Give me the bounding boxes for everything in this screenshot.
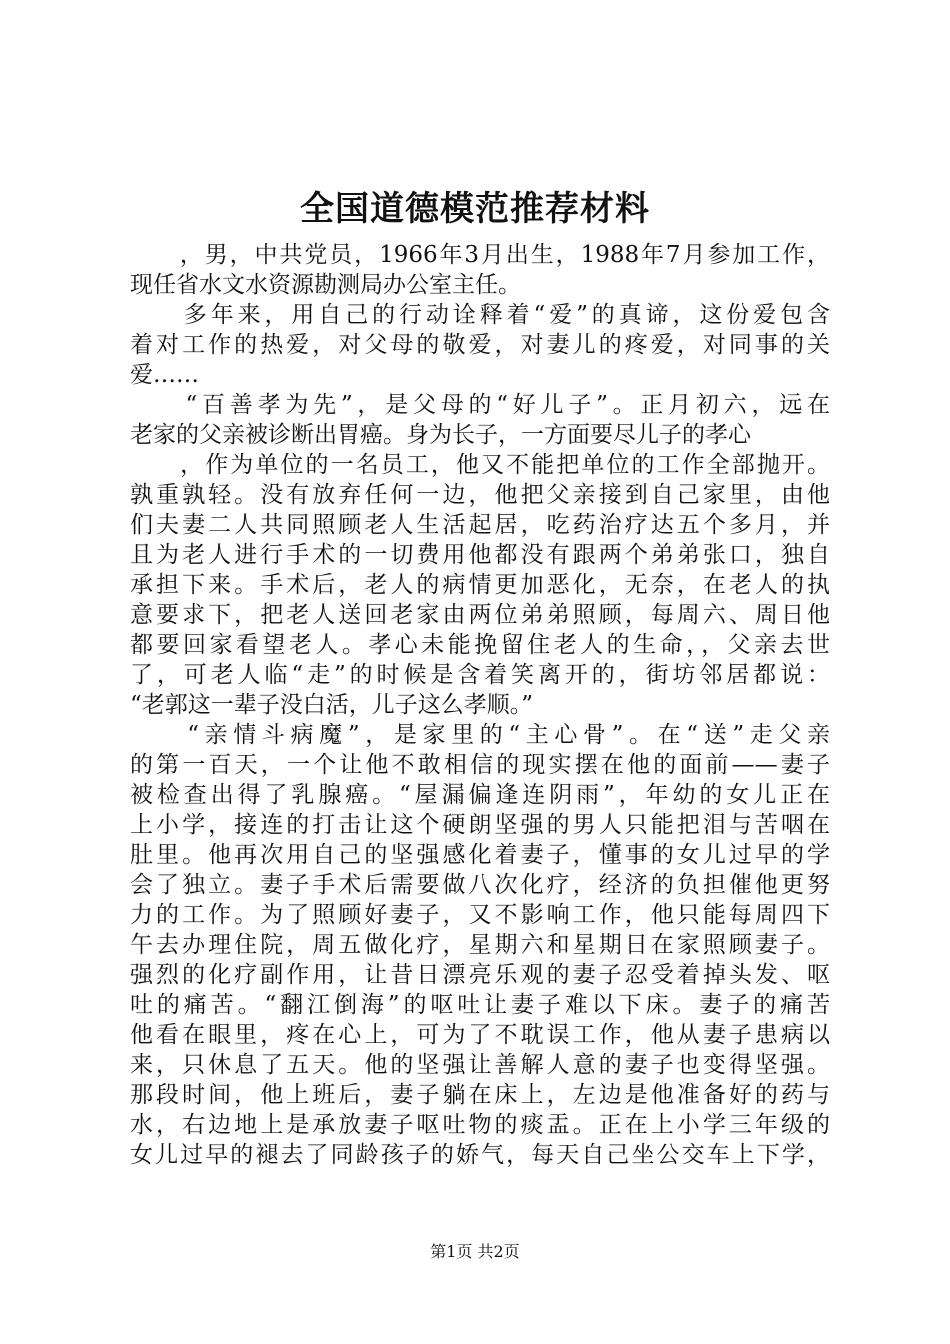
body-line: 了，可老人临“走”的时候是含着笑离开的，街坊邻居都说： xyxy=(130,662,830,688)
body-line: “亲情斗病魔”，是家里的“主心骨”。在“送”走父亲 xyxy=(130,722,830,748)
body-line: ，男，中共党员，1966年3月出生，1988年7月参加工作， xyxy=(130,242,830,268)
body-line: 午去办理住院，周五做化疗，星期六和星期日在家照顾妻子。 xyxy=(130,932,830,958)
document-body xyxy=(130,240,830,1170)
body-line: 强烈的化疗副作用，让昔日漂亮乐观的妻子忍受着掉头发、呕 xyxy=(130,962,830,988)
body-line: 肚里。他再次用自己的坚强感化着妻子，懂事的女儿过早的学 xyxy=(130,842,830,868)
body-line: 的第一百天，一个让他不敢相信的现实摆在他的面前——妻子 xyxy=(130,752,830,778)
body-line: 女儿过早的褪去了同龄孩子的娇气，每天自己坐公交车上下学， xyxy=(130,1142,830,1168)
body-line: 们夫妻二人共同照顾老人生活起居，吃药治疗达五个多月，并 xyxy=(130,512,830,538)
body-line: 吐的痛苦。“翻江倒海”的呕吐让妻子难以下床。妻子的痛苦 xyxy=(130,992,830,1018)
body-line: “老郭这一辈子没白活，儿子这么孝顺。” xyxy=(130,692,534,718)
body-line: 那段时间，他上班后，妻子躺在床上，左边是他准备好的药与 xyxy=(130,1082,830,1108)
body-line: 着对工作的热爱，对父母的敬爱，对妻儿的疼爱，对同事的关 xyxy=(130,332,830,358)
page-footer: 第1页 共2页 xyxy=(430,1242,520,1261)
body-line: 现任省水文水资源勘测局办公室主任。 xyxy=(130,272,521,298)
body-line: 上小学，接连的打击让这个硬朗坚强的男人只能把泪与苦咽在 xyxy=(130,812,830,838)
body-line: 多年来，用自己的行动诠释着“爱”的真谛，这份爱包含 xyxy=(130,302,830,328)
document-title: 全国道德模范推荐材料 xyxy=(300,189,650,229)
body-line: “百善孝为先”，是父母的“好儿子”。正月初六，远在 xyxy=(130,392,830,418)
body-line: 来，只休息了五天。他的坚强让善解人意的妻子也变得坚强。 xyxy=(130,1052,830,1078)
body-line: 孰重孰轻。没有放弃任何一边，他把父亲接到自己家里，由他 xyxy=(130,482,830,508)
body-line: 意要求下，把老人送回老家由两位弟弟照顾，每周六、周日他 xyxy=(130,602,830,628)
body-line: 都要回家看望老人。孝心未能挽留住老人的生命，，父亲去世 xyxy=(130,632,830,658)
body-line: 力的工作。为了照顾好妻子，又不影响工作，他只能每周四下 xyxy=(130,902,830,928)
body-line: 会了独立。妻子手术后需要做八次化疗，经济的负担催他更努 xyxy=(130,872,830,898)
body-line: 老家的父亲被诊断出胃癌。身为长子，一方面要尽儿子的孝心 xyxy=(130,422,751,448)
body-line: 且为老人进行手术的一切费用他都没有跟两个弟弟张口，独自 xyxy=(130,542,830,568)
body-line: 他看在眼里，疼在心上，可为了不耽误工作，他从妻子患病以 xyxy=(130,1022,830,1048)
body-line: 被检查出得了乳腺癌。“屋漏偏逢连阴雨”，年幼的女儿正在 xyxy=(130,782,830,808)
body-line: 爱…… xyxy=(130,362,199,388)
body-line: 水，右边地上是承放妻子呕吐物的痰盂。正在上小学三年级的 xyxy=(130,1112,830,1138)
body-line: 承担下来。手术后，老人的病情更加恶化，无奈，在老人的执 xyxy=(130,572,830,598)
body-line: ，作为单位的一名员工，他又不能把单位的工作全部抛开。 xyxy=(130,452,830,478)
